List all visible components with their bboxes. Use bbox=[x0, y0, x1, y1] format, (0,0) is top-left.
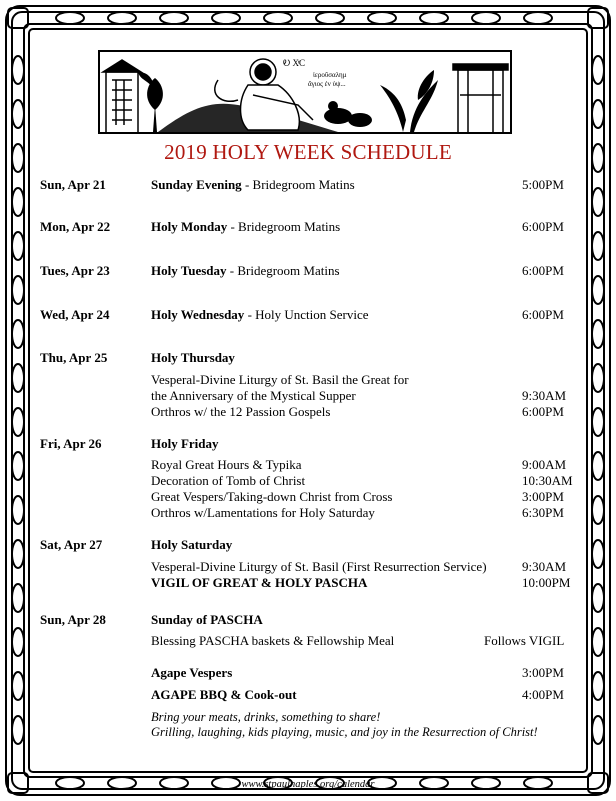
friday-item: Orthros w/Lamentations for Holy Saturday bbox=[151, 505, 375, 520]
border-knot bbox=[592, 672, 604, 700]
border-knot bbox=[592, 584, 604, 612]
border-knot bbox=[472, 12, 500, 24]
friday-item: Great Vespers/Taking-down Christ from Cross bbox=[151, 489, 393, 504]
friday-item-time: 9:00AM bbox=[522, 457, 567, 472]
agape-vespers-time: 3:00PM bbox=[522, 665, 564, 680]
border-knot bbox=[592, 408, 604, 436]
entry-day: Sat, Apr 27 bbox=[40, 537, 103, 552]
border-knot bbox=[592, 188, 604, 216]
border-knot bbox=[592, 100, 604, 128]
schedule-title: 2019 HOLY WEEK SCHEDULE bbox=[164, 140, 452, 164]
friday-item-time: 10:30AM bbox=[522, 473, 573, 488]
border-knot bbox=[56, 12, 84, 24]
border-knot bbox=[592, 452, 604, 480]
entry-day: Sun, Apr 28 bbox=[40, 612, 106, 627]
border-knot bbox=[592, 628, 604, 656]
entry-day: Fri, Apr 26 bbox=[40, 436, 102, 451]
border-knot bbox=[592, 716, 604, 744]
entry-event: Holy Friday bbox=[151, 436, 219, 451]
entry-event: Holy Wednesday - Holy Unction Service bbox=[151, 307, 369, 322]
saturday-item: VIGIL OF GREAT & HOLY PASCHA bbox=[151, 575, 368, 590]
pascha-note-2: Grilling, laughing, kids playing, music, and joy in the Resurrection of Christ! bbox=[151, 725, 538, 739]
border-knot bbox=[316, 12, 344, 24]
border-knot bbox=[12, 56, 24, 84]
entry-event: Holy Thursday bbox=[151, 350, 235, 365]
entry-time: 6:00PM bbox=[522, 307, 564, 322]
border-knot bbox=[160, 12, 188, 24]
border-knot bbox=[12, 584, 24, 612]
friday-item: Royal Great Hours & Typika bbox=[151, 457, 302, 472]
saturday-item-time: 10:00PM bbox=[522, 575, 571, 590]
border-knot bbox=[12, 452, 24, 480]
entry-time: 5:00PM bbox=[522, 177, 564, 192]
agape-vespers: Agape Vespers bbox=[151, 665, 233, 680]
pascha-note-1: Bring your meats, drinks, something to share! bbox=[151, 710, 381, 724]
footer-url: www.stpaulnaples.org/calendar bbox=[241, 779, 375, 790]
entry-event: Holy Monday - Bridegroom Matins bbox=[151, 219, 341, 234]
border-knot bbox=[12, 716, 24, 744]
pascha-blessing: Blessing PASCHA baskets & Fellowship Meal bbox=[151, 633, 395, 648]
thursday-item-time: 9:30AM bbox=[522, 388, 567, 403]
entry-event: Sunday of PASCHA bbox=[151, 612, 263, 627]
border-knot bbox=[420, 12, 448, 24]
agape-bbq-time: 4:00PM bbox=[522, 687, 564, 702]
border-knot bbox=[12, 276, 24, 304]
entry-day: Thu, Apr 25 bbox=[40, 350, 108, 365]
entry-day: Tues, Apr 23 bbox=[40, 263, 110, 278]
border-knot bbox=[12, 540, 24, 568]
border-knot bbox=[592, 540, 604, 568]
entry-time: 6:00PM bbox=[522, 263, 564, 278]
border-knot bbox=[108, 12, 136, 24]
border-knot bbox=[212, 12, 240, 24]
border-knot bbox=[12, 672, 24, 700]
border-knot bbox=[592, 364, 604, 392]
thursday-item-time: 6:00PM bbox=[522, 404, 564, 419]
agape-bbq: AGAPE BBQ & Cook-out bbox=[151, 687, 297, 702]
entry-event: Holy Tuesday - Bridegroom Matins bbox=[151, 263, 340, 278]
border-knot bbox=[592, 496, 604, 524]
entry-event: Sunday Evening - Bridegroom Matins bbox=[151, 177, 355, 192]
border-knot bbox=[12, 100, 24, 128]
border-knot bbox=[12, 188, 24, 216]
border-knot bbox=[592, 276, 604, 304]
thursday-item: Orthros w/ the 12 Passion Gospels bbox=[151, 404, 331, 419]
border-knot bbox=[12, 496, 24, 524]
border-knot bbox=[368, 12, 396, 24]
icon-banner-illustration bbox=[98, 50, 512, 134]
border-knot bbox=[12, 232, 24, 260]
border-knot bbox=[592, 320, 604, 348]
friday-item-time: 6:30PM bbox=[522, 505, 564, 520]
saturday-item-time: 9:30AM bbox=[522, 559, 567, 574]
border-knot bbox=[524, 12, 552, 24]
friday-item: Decoration of Tomb of Christ bbox=[151, 473, 306, 488]
border-knot bbox=[592, 56, 604, 84]
thursday-item: Vesperal-Divine Liturgy of St. Basil the Great for bbox=[151, 372, 409, 387]
saturday-item: Vesperal-Divine Liturgy of St. Basil (First Resurrection Service) bbox=[151, 559, 487, 574]
border-knot bbox=[264, 12, 292, 24]
border-knot bbox=[12, 364, 24, 392]
entry-event: Holy Saturday bbox=[151, 537, 233, 552]
entry-day: Sun, Apr 21 bbox=[40, 177, 106, 192]
banner-inscription-2: ἰεροῦσαλημ bbox=[313, 71, 347, 79]
pascha-blessing-time: Follows VIGIL bbox=[484, 633, 565, 648]
thursday-item: the Anniversary of the Mystical Supper bbox=[151, 388, 356, 403]
entry-day: Mon, Apr 22 bbox=[40, 219, 111, 234]
banner-inscription-1: Ꭷ ΧͤϹ bbox=[283, 58, 305, 68]
entry-day: Wed, Apr 24 bbox=[40, 307, 110, 322]
banner-inscription-3: ἄγιος ἐν ὑψ... bbox=[308, 80, 346, 88]
border-knot bbox=[592, 232, 604, 260]
border-knot bbox=[12, 408, 24, 436]
border-knot bbox=[12, 320, 24, 348]
friday-item-time: 3:00PM bbox=[522, 489, 564, 504]
entry-time: 6:00PM bbox=[522, 219, 564, 234]
border-knot bbox=[12, 628, 24, 656]
